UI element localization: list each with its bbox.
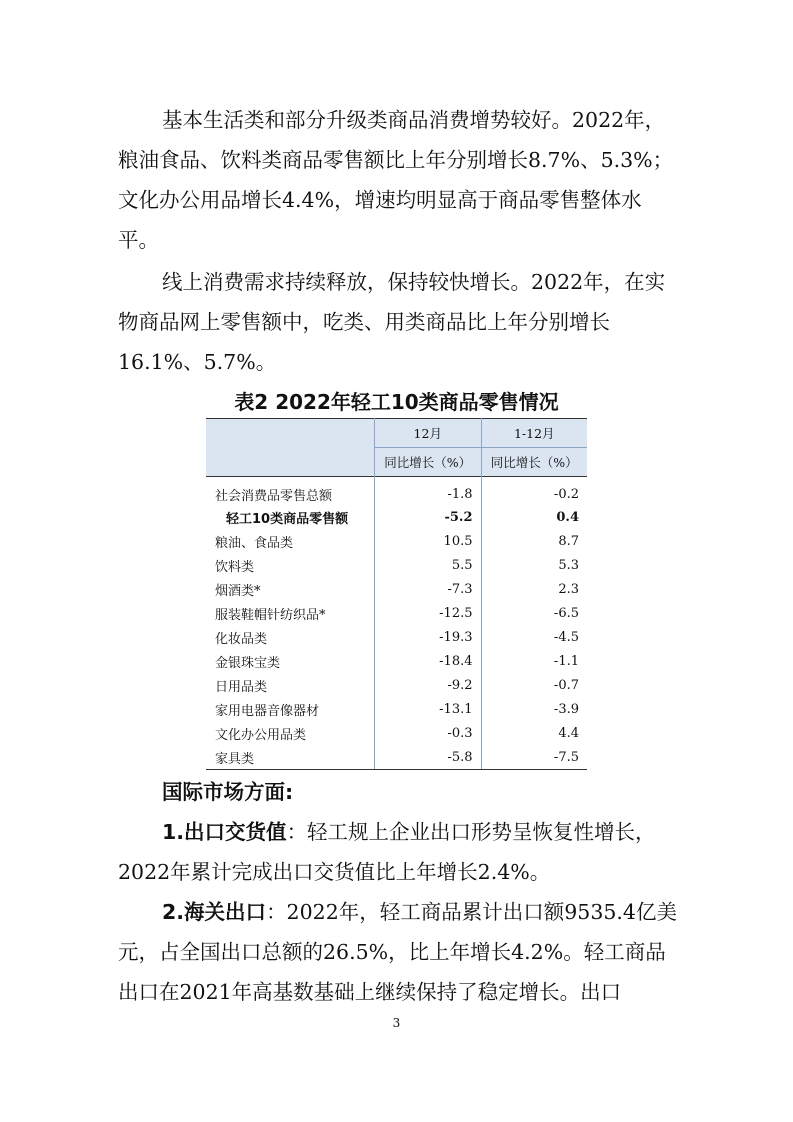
item-export-delivery <box>118 812 678 892</box>
row-value-dec: -18.4 <box>375 649 482 673</box>
row-value-ytd: 4.4 <box>558 725 579 741</box>
row-value-ytd: -6.5 <box>553 605 579 621</box>
row-value-dec: -9.2 <box>375 673 482 697</box>
item-label: 2.海关出口 <box>162 900 267 924</box>
paragraph-online-consumption: 线上消费需求持续释放，保持较快增长。2022年，在实物商品网上零售额中，吃类、用类商品比上年分别增长16.1%、5.7%。 <box>118 270 666 374</box>
table-row <box>206 721 587 745</box>
row-value-dec: -7.3 <box>375 577 482 601</box>
row-value-ytd: 8.7 <box>558 533 579 549</box>
table-row <box>206 697 587 721</box>
item-text: ：轻工规上企业出口形势呈恢复性增长，2022年累计完成出口交货值比上年增长2.4%。 <box>118 820 656 884</box>
table-row <box>206 649 587 673</box>
row-value-dec: -1.8 <box>375 477 482 506</box>
row-value-dec: 10.5 <box>375 529 482 553</box>
table-corner-cell <box>206 419 375 477</box>
table-row <box>206 529 587 553</box>
table-row <box>206 477 587 506</box>
col1-period-header: 12月 <box>375 419 482 448</box>
paragraph-basic-consumption: 基本生活类和部分升级类商品消费增势较好。2022年，粮油食品、饮料类商品零售额比上年分别增长8.7%、5.3%；文化办公用品增长4.4%，增速均明显高于商品零售整体水平。 <box>118 108 674 252</box>
row-value-ytd: 0.4 <box>556 509 579 525</box>
table-row <box>206 553 587 577</box>
row-value-ytd: -0.7 <box>553 677 579 693</box>
page-number: 3 <box>392 1016 401 1030</box>
col2-metric-header: 同比增长（%） <box>481 448 587 477</box>
item-text: ：2022年，轻工商品累计出口额9535.4亿美元，占全国出口总额的26.5%，比上年增长4.2%。轻工商品出口在2021年高基数基础上继续保持了稳定增长。出口 <box>118 900 677 1004</box>
row-value-ytd: -3.9 <box>553 701 579 717</box>
item-customs-export <box>118 892 678 1012</box>
row-value-dec: -19.3 <box>375 625 482 649</box>
table-row <box>206 577 587 601</box>
row-value-dec: 5.5 <box>375 553 482 577</box>
table-row <box>206 625 587 649</box>
row-name: 金银珠宝类 <box>206 649 375 673</box>
row-value-ytd: -7.5 <box>481 745 587 770</box>
row-value-dec: -5.8 <box>375 745 482 770</box>
table-row <box>206 601 587 625</box>
section-heading: 国际市场方面: <box>162 780 294 804</box>
row-value-ytd: -1.1 <box>553 653 579 669</box>
row-value-dec: -12.5 <box>375 601 482 625</box>
col2-period-header: 1-12月 <box>481 419 587 448</box>
row-value-ytd: 2.3 <box>558 581 579 597</box>
row-name: 粮油、食品类 <box>206 529 375 553</box>
table-row <box>206 673 587 697</box>
row-name: 烟酒类* <box>206 577 375 601</box>
table-row <box>206 745 587 770</box>
retail-table <box>206 418 587 770</box>
row-name: 饮料类 <box>206 553 375 577</box>
row-value-dec: -13.1 <box>375 697 482 721</box>
row-value-ytd: 5.3 <box>558 557 579 573</box>
col1-metric-header: 同比增长（%） <box>375 448 482 477</box>
item-label: 1.出口交货值 <box>162 820 287 844</box>
row-name: 文化办公用品类 <box>206 721 375 745</box>
row-name: 服装鞋帽针纺织品* <box>206 601 375 625</box>
row-value-ytd: -0.2 <box>481 477 587 506</box>
row-name: 化妆品类 <box>206 625 375 649</box>
table-row <box>206 505 587 529</box>
row-name: 社会消费品零售总额 <box>206 477 375 506</box>
row-name: 轻工10类商品零售额 <box>206 505 375 529</box>
row-name: 家用电器音像器材 <box>206 697 375 721</box>
row-name: 日用品类 <box>206 673 375 697</box>
row-name: 家具类 <box>206 745 375 770</box>
row-value-ytd: -4.5 <box>553 629 579 645</box>
table-title: 表2 2022年轻工10类商品零售情况 <box>234 390 559 414</box>
row-value-dec: -0.3 <box>375 721 482 745</box>
row-value-dec: -5.2 <box>375 505 482 529</box>
